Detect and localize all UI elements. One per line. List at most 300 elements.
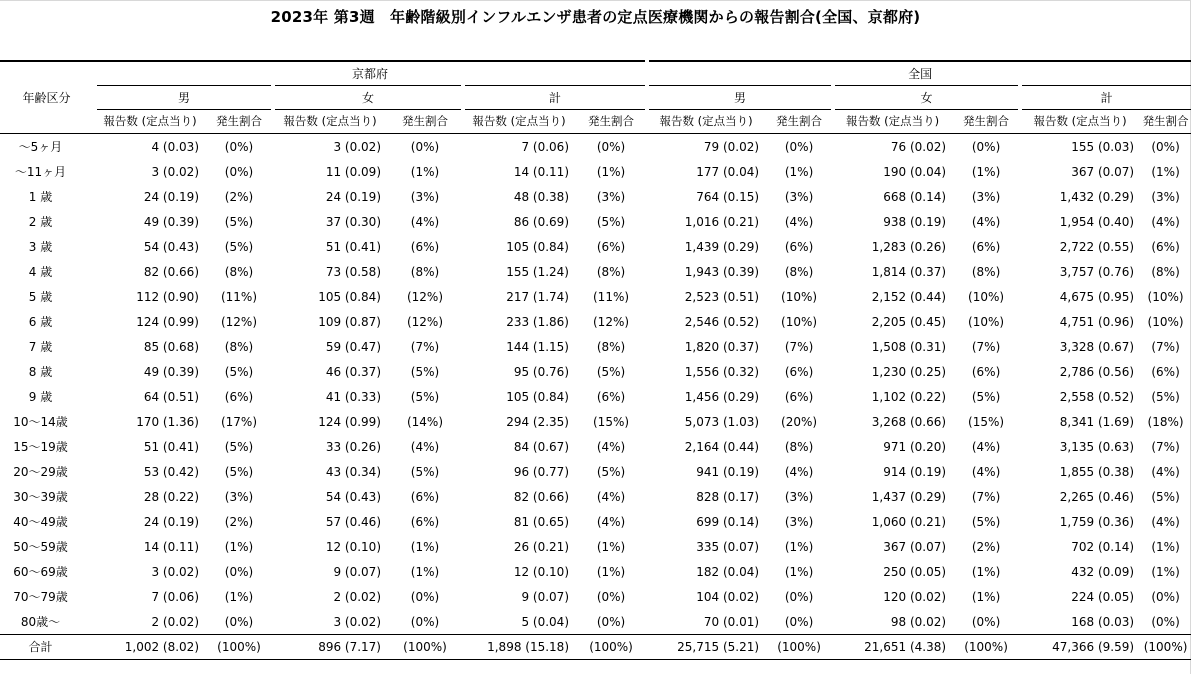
report-count-cell: 43 (0.34) <box>325 464 381 479</box>
header-national-total-reports: 報告数 (定点当り) <box>1020 110 1140 134</box>
report-count-cell: 1,016 (0.21) <box>684 214 760 229</box>
report-count-cell: 1,556 (0.32) <box>684 364 760 379</box>
report-count-cell: 25,715 (5.21) <box>647 635 765 660</box>
report-count-cell: 11 (0.09) <box>325 164 381 179</box>
rate-cell: (4%) <box>596 439 626 454</box>
report-count-cell: 294 (2.35) <box>506 414 569 429</box>
report-count-cell: 2,786 (0.56) <box>1059 364 1135 379</box>
rate-cell: (5%) <box>971 514 1001 529</box>
rate-cell: (20%) <box>781 414 818 429</box>
report-count-cell: 432 (0.09) <box>1071 564 1135 579</box>
rate-cell: (1%) <box>971 589 1001 604</box>
rate-cell: (6%) <box>410 489 440 504</box>
header-national-male-reports: 報告数 (定点当り) <box>647 110 765 134</box>
rate-cell: (7%) <box>784 339 814 354</box>
rate-cell: (0%) <box>1151 139 1180 154</box>
rate-cell: (1%) <box>224 539 254 554</box>
report-count-cell: 46 (0.37) <box>325 364 381 379</box>
report-count-cell: 81 (0.65) <box>513 514 569 529</box>
table-row <box>0 259 1191 284</box>
rate-cell: (4%) <box>971 439 1001 454</box>
rate-cell: (4%) <box>784 214 814 229</box>
age-group-cell: ～11ヶ月 <box>14 164 67 179</box>
rate-cell: (2%) <box>224 189 254 204</box>
header-kyoto-total-reports: 報告数 (定点当り) <box>463 110 575 134</box>
report-count-cell: 1,943 (0.39) <box>684 264 760 279</box>
report-count-cell: 120 (0.02) <box>883 589 947 604</box>
report-count-cell: 4,675 (0.95) <box>1059 289 1135 304</box>
rate-cell: (1%) <box>596 564 626 579</box>
report-count-cell: 2,558 (0.52) <box>1059 389 1135 404</box>
rate-cell: (6%) <box>410 514 440 529</box>
rate-cell: (4%) <box>1151 464 1180 479</box>
rate-cell: (6%) <box>1151 239 1180 254</box>
report-count-cell: 21,651 (4.38) <box>833 635 952 660</box>
report-count-cell: 1,456 (0.29) <box>684 389 760 404</box>
rate-cell: (5%) <box>596 464 626 479</box>
age-group-cell: 60～69歳 <box>13 564 68 579</box>
report-count-cell: 82 (0.66) <box>143 264 199 279</box>
rate-cell: (4%) <box>596 489 626 504</box>
report-count-cell: 5 (0.04) <box>521 614 569 629</box>
rate-cell: (3%) <box>971 189 1001 204</box>
rate-cell: (1%) <box>410 164 440 179</box>
report-count-cell: 170 (1.36) <box>136 414 199 429</box>
report-count-cell: 49 (0.39) <box>143 214 199 229</box>
rate-cell: (6%) <box>596 389 626 404</box>
report-count-cell: 82 (0.66) <box>513 489 569 504</box>
rate-cell: (4%) <box>1151 214 1180 229</box>
report-count-cell: 104 (0.02) <box>696 589 760 604</box>
rate-cell: (6%) <box>596 239 626 254</box>
rate-cell: (0%) <box>224 139 254 154</box>
report-count-cell: 3 (0.02) <box>333 139 381 154</box>
rate-cell: (1%) <box>224 589 254 604</box>
rate-cell: (8%) <box>596 264 626 279</box>
report-count-cell: 1,432 (0.29) <box>1059 189 1135 204</box>
rate-cell: (0%) <box>596 139 626 154</box>
rate-cell: (5%) <box>1151 389 1180 404</box>
report-count-cell: 24 (0.19) <box>143 189 199 204</box>
report-count-cell: 41 (0.33) <box>325 389 381 404</box>
rate-cell: (12%) <box>593 314 630 329</box>
report-count-cell: 2,523 (0.51) <box>684 289 760 304</box>
report-count-cell: 1,002 (8.02) <box>95 635 205 660</box>
rate-cell: (4%) <box>410 214 440 229</box>
report-count-cell: 96 (0.77) <box>513 464 569 479</box>
rate-cell: (1%) <box>784 564 814 579</box>
rate-cell: (1%) <box>971 164 1001 179</box>
report-count-cell: 1,820 (0.37) <box>684 339 760 354</box>
report-count-cell: 59 (0.47) <box>325 339 381 354</box>
table-row <box>0 359 1191 384</box>
age-group-cell: 50～59歳 <box>13 539 68 554</box>
report-count-cell: 155 (1.24) <box>506 264 569 279</box>
rate-cell: (0%) <box>1151 614 1180 629</box>
rate-cell: (0%) <box>971 139 1001 154</box>
report-count-cell: 3 (0.02) <box>333 614 381 629</box>
report-count-cell: 177 (0.04) <box>696 164 760 179</box>
rate-cell: (5%) <box>224 364 254 379</box>
report-count-cell: 941 (0.19) <box>696 464 760 479</box>
table-row <box>0 434 1191 459</box>
rate-cell: (15%) <box>593 414 630 429</box>
report-count-cell: 828 (0.17) <box>696 489 760 504</box>
rate-cell: (0%) <box>410 589 440 604</box>
report-count-cell: 3,135 (0.63) <box>1059 439 1135 454</box>
report-count-cell: 37 (0.30) <box>325 214 381 229</box>
report-count-cell: 51 (0.41) <box>143 439 199 454</box>
table-row <box>0 159 1191 184</box>
rate-cell: (4%) <box>410 439 440 454</box>
rate-cell: (7%) <box>1151 439 1180 454</box>
header-national-male-rate: 発生割合 <box>765 110 833 134</box>
report-count-cell: 155 (0.03) <box>1071 139 1135 154</box>
rate-cell: (8%) <box>784 264 814 279</box>
report-count-cell: 3 (0.02) <box>151 564 199 579</box>
report-count-cell: 699 (0.14) <box>696 514 760 529</box>
header-kyoto-female-rate: 発生割合 <box>387 110 463 134</box>
report-count-cell: 144 (1.15) <box>506 339 569 354</box>
rate-cell: (8%) <box>224 339 254 354</box>
age-group-cell: 10～14歳 <box>13 414 68 429</box>
report-count-cell: 3,268 (0.66) <box>871 414 947 429</box>
age-group-cell: 40～49歳 <box>13 514 68 529</box>
report-count-cell: 105 (0.84) <box>506 239 569 254</box>
rate-cell: (6%) <box>224 389 254 404</box>
report-count-cell: 28 (0.22) <box>143 489 199 504</box>
report-count-cell: 112 (0.90) <box>136 289 199 304</box>
report-count-cell: 124 (0.99) <box>136 314 199 329</box>
rate-cell: (0%) <box>1151 589 1180 604</box>
rate-cell: (0%) <box>410 139 440 154</box>
report-count-cell: 64 (0.51) <box>143 389 199 404</box>
rate-cell: (100%) <box>1140 635 1191 660</box>
report-count-cell: 79 (0.02) <box>703 139 760 154</box>
report-count-cell: 7 (0.06) <box>521 139 569 154</box>
rate-cell: (100%) <box>387 635 463 660</box>
rate-cell: (0%) <box>224 564 254 579</box>
table-row <box>0 134 1191 160</box>
report-count-cell: 182 (0.04) <box>696 564 760 579</box>
rate-cell: (4%) <box>784 464 814 479</box>
header-kyoto-male-rate: 発生割合 <box>205 110 273 134</box>
report-count-cell: 9 (0.07) <box>333 564 381 579</box>
table-row <box>0 234 1191 259</box>
header-national-female-reports: 報告数 (定点当り) <box>833 110 952 134</box>
rate-cell: (3%) <box>410 189 440 204</box>
rate-cell: (1%) <box>1151 164 1180 179</box>
rate-cell: (6%) <box>971 364 1001 379</box>
rate-cell: (10%) <box>781 314 818 329</box>
influenza-report-table <box>0 60 1191 660</box>
table-row <box>0 534 1191 559</box>
header-corner <box>0 61 95 86</box>
rate-cell: (5%) <box>596 214 626 229</box>
report-count-cell: 971 (0.20) <box>883 439 947 454</box>
report-count-cell: 1,898 (15.18) <box>463 635 575 660</box>
report-count-cell: 4 (0.03) <box>151 139 199 154</box>
report-count-cell: 1,814 (0.37) <box>871 264 947 279</box>
report-count-cell: 764 (0.15) <box>696 189 760 204</box>
rate-cell: (18%) <box>1147 414 1184 429</box>
rate-cell: (1%) <box>410 539 440 554</box>
rate-cell: (12%) <box>220 314 258 329</box>
rate-cell: (100%) <box>575 635 647 660</box>
report-count-cell: 2,205 (0.45) <box>871 314 947 329</box>
rate-cell: (0%) <box>971 614 1001 629</box>
rate-cell: (2%) <box>971 539 1001 554</box>
age-group-cell: 8 歳 <box>28 364 53 379</box>
rate-cell: (5%) <box>410 364 440 379</box>
table-row <box>0 309 1191 334</box>
rate-cell: (6%) <box>784 239 814 254</box>
header-kyoto-male: 男 <box>95 86 273 110</box>
report-count-cell: 367 (0.07) <box>1071 164 1135 179</box>
report-count-cell: 938 (0.19) <box>883 214 947 229</box>
rate-cell: (10%) <box>968 289 1005 304</box>
header-region-national: 全国 <box>647 61 1191 86</box>
report-count-cell: 1,439 (0.29) <box>684 239 760 254</box>
table-row <box>0 584 1191 609</box>
age-group-cell: ～5ヶ月 <box>18 139 63 154</box>
rate-cell: (8%) <box>1151 264 1180 279</box>
header-national-male: 男 <box>647 86 833 110</box>
table-row <box>0 384 1191 409</box>
report-count-cell: 224 (0.05) <box>1071 589 1135 604</box>
report-count-cell: 2,265 (0.46) <box>1059 489 1135 504</box>
rate-cell: (15%) <box>968 414 1005 429</box>
rate-cell: (5%) <box>224 239 254 254</box>
report-count-cell: 124 (0.99) <box>318 414 381 429</box>
page-title: 2023年 第3週 年齢階級別インフルエンザ患者の定点医療機関からの報告割合(全国、京都府) <box>270 8 921 26</box>
rate-cell: (100%) <box>952 635 1020 660</box>
rate-cell: (10%) <box>1147 289 1184 304</box>
report-count-cell: 250 (0.05) <box>883 564 947 579</box>
report-count-cell: 33 (0.26) <box>325 439 381 454</box>
table-row <box>0 284 1191 309</box>
age-group-cell: 30～39歳 <box>13 489 68 504</box>
age-group-cell: 1 歳 <box>28 189 53 204</box>
rate-cell: (0%) <box>224 164 254 179</box>
report-count-cell: 105 (0.84) <box>506 389 569 404</box>
rate-cell: (1%) <box>971 564 1001 579</box>
rate-cell: (0%) <box>224 614 254 629</box>
age-group-cell: 5 歳 <box>28 289 53 304</box>
report-count-cell: 48 (0.38) <box>513 189 569 204</box>
report-count-cell: 896 (7.17) <box>273 635 387 660</box>
rate-cell: (10%) <box>968 314 1005 329</box>
report-count-cell: 2,546 (0.52) <box>684 314 760 329</box>
rate-cell: (6%) <box>1151 364 1180 379</box>
report-count-cell: 84 (0.67) <box>513 439 569 454</box>
header-row-columns <box>0 110 1191 134</box>
header-kyoto-female-reports: 報告数 (定点当り) <box>273 110 387 134</box>
report-count-cell: 49 (0.39) <box>143 364 199 379</box>
rate-cell: (10%) <box>781 289 818 304</box>
rate-cell: (6%) <box>971 239 1001 254</box>
rate-cell: (5%) <box>596 364 626 379</box>
rate-cell: (3%) <box>784 489 814 504</box>
report-count-cell: 24 (0.19) <box>325 189 381 204</box>
header-kyoto-male-reports: 報告数 (定点当り) <box>95 110 205 134</box>
header-kyoto-total-rate: 発生割合 <box>575 110 647 134</box>
report-count-cell: 914 (0.19) <box>883 464 947 479</box>
rate-cell: (11%) <box>593 289 630 304</box>
report-count-cell: 1,855 (0.38) <box>1059 464 1135 479</box>
report-count-cell: 2,164 (0.44) <box>684 439 760 454</box>
report-count-cell: 3,328 (0.67) <box>1059 339 1135 354</box>
rate-cell: (7%) <box>971 339 1001 354</box>
rate-cell: (5%) <box>1151 489 1180 504</box>
rate-cell: (12%) <box>406 314 444 329</box>
report-count-cell: 335 (0.07) <box>696 539 760 554</box>
rate-cell: (0%) <box>784 589 814 604</box>
frame-top-border <box>0 0 1191 1</box>
total-row <box>0 635 1191 660</box>
report-count-cell: 1,508 (0.31) <box>871 339 947 354</box>
report-count-cell: 76 (0.02) <box>890 139 947 154</box>
report-count-cell: 1,060 (0.21) <box>871 514 947 529</box>
rate-cell: (0%) <box>784 614 814 629</box>
rate-cell: (3%) <box>224 489 254 504</box>
report-count-cell: 86 (0.69) <box>513 214 569 229</box>
report-count-cell: 2 (0.02) <box>151 614 199 629</box>
rate-cell: (0%) <box>410 614 440 629</box>
header-kyoto-female: 女 <box>273 86 463 110</box>
report-count-cell: 109 (0.87) <box>318 314 381 329</box>
rate-cell: (1%) <box>1151 539 1180 554</box>
age-group-cell: 7 歳 <box>28 339 53 354</box>
table-row <box>0 209 1191 234</box>
report-count-cell: 2,722 (0.55) <box>1059 239 1135 254</box>
header-kyoto-total: 計 <box>463 86 647 110</box>
age-group-cell: 2 歳 <box>28 214 53 229</box>
rate-cell: (17%) <box>220 414 258 429</box>
rate-cell: (5%) <box>971 389 1001 404</box>
rate-cell: (4%) <box>596 514 626 529</box>
age-group-cell: 6 歳 <box>28 314 53 329</box>
report-count-cell: 168 (0.03) <box>1071 614 1135 629</box>
rate-cell: (6%) <box>784 364 814 379</box>
header-region-kyoto: 京都府 <box>95 61 647 86</box>
report-count-cell: 367 (0.07) <box>883 539 947 554</box>
header-row-region <box>0 61 1191 86</box>
header-age-blank <box>0 110 95 134</box>
report-count-cell: 5,073 (1.03) <box>684 414 760 429</box>
rate-cell: (10%) <box>1147 314 1184 329</box>
rate-cell: (1%) <box>784 539 814 554</box>
report-count-cell: 7 (0.06) <box>151 589 199 604</box>
table-row <box>0 484 1191 509</box>
rate-cell: (8%) <box>596 339 626 354</box>
rate-cell: (4%) <box>1151 514 1180 529</box>
rate-cell: (1%) <box>784 164 814 179</box>
report-count-cell: 51 (0.41) <box>325 239 381 254</box>
rate-cell: (6%) <box>784 389 814 404</box>
header-row-sex <box>0 86 1191 110</box>
report-count-cell: 105 (0.84) <box>318 289 381 304</box>
rate-cell: (100%) <box>205 635 273 660</box>
rate-cell: (8%) <box>784 439 814 454</box>
report-count-cell: 3,757 (0.76) <box>1059 264 1135 279</box>
rate-cell: (5%) <box>410 464 440 479</box>
report-count-cell: 95 (0.76) <box>513 364 569 379</box>
report-count-cell: 53 (0.42) <box>143 464 199 479</box>
age-group-cell: 3 歳 <box>28 239 53 254</box>
rate-cell: (3%) <box>784 189 814 204</box>
report-count-cell: 70 (0.01) <box>703 614 760 629</box>
report-count-cell: 14 (0.11) <box>513 164 569 179</box>
report-count-cell: 190 (0.04) <box>883 164 947 179</box>
report-count-cell: 26 (0.21) <box>513 539 569 554</box>
rate-cell: (4%) <box>971 464 1001 479</box>
rate-cell: (14%) <box>406 414 444 429</box>
report-count-cell: 3 (0.02) <box>151 164 199 179</box>
report-count-cell: 85 (0.68) <box>143 339 199 354</box>
rate-cell: (8%) <box>224 264 254 279</box>
report-count-cell: 73 (0.58) <box>325 264 381 279</box>
rate-cell: (1%) <box>410 564 440 579</box>
rate-cell: (0%) <box>596 614 626 629</box>
report-count-cell: 2 (0.02) <box>333 589 381 604</box>
age-group-cell: 4 歳 <box>28 264 53 279</box>
report-count-cell: 54 (0.43) <box>143 239 199 254</box>
table-row <box>0 509 1191 534</box>
rate-cell: (1%) <box>596 539 626 554</box>
rate-cell: (3%) <box>596 189 626 204</box>
report-count-cell: 1,954 (0.40) <box>1059 214 1135 229</box>
age-group-cell: 15～19歳 <box>13 439 68 454</box>
report-count-cell: 1,437 (0.29) <box>871 489 947 504</box>
rate-cell: (5%) <box>224 464 254 479</box>
age-group-cell: 80歳～ <box>20 614 61 629</box>
report-count-cell: 54 (0.43) <box>325 489 381 504</box>
age-group-cell: 合計 <box>0 635 95 660</box>
rate-cell: (0%) <box>784 139 814 154</box>
rate-cell: (3%) <box>784 514 814 529</box>
report-count-cell: 233 (1.86) <box>506 314 569 329</box>
rate-cell: (5%) <box>224 214 254 229</box>
report-count-cell: 702 (0.14) <box>1071 539 1135 554</box>
rate-cell: (4%) <box>971 214 1001 229</box>
report-count-cell: 57 (0.46) <box>325 514 381 529</box>
header-national-total-rate: 発生割合 <box>1140 110 1191 134</box>
rate-cell: (12%) <box>406 289 444 304</box>
table-row <box>0 559 1191 584</box>
rate-cell: (2%) <box>224 514 254 529</box>
rate-cell: (6%) <box>410 239 440 254</box>
report-count-cell: 4,751 (0.96) <box>1059 314 1135 329</box>
rate-cell: (1%) <box>1151 564 1180 579</box>
age-group-cell: 20～29歳 <box>13 464 68 479</box>
table-row <box>0 459 1191 484</box>
header-national-female: 女 <box>833 86 1020 110</box>
table-row <box>0 334 1191 359</box>
header-age-label: 年齢区分 <box>22 90 71 105</box>
rate-cell: (1%) <box>596 164 626 179</box>
rate-cell: (0%) <box>596 589 626 604</box>
header-national-female-rate: 発生割合 <box>952 110 1020 134</box>
report-count-cell: 2,152 (0.44) <box>871 289 947 304</box>
rate-cell: (5%) <box>224 439 254 454</box>
report-count-cell: 9 (0.07) <box>521 589 569 604</box>
rate-cell: (11%) <box>220 289 258 304</box>
rate-cell: (5%) <box>410 389 440 404</box>
report-count-cell: 1,283 (0.26) <box>871 239 947 254</box>
header-national-total: 計 <box>1020 86 1191 110</box>
rate-cell: (3%) <box>1151 189 1180 204</box>
